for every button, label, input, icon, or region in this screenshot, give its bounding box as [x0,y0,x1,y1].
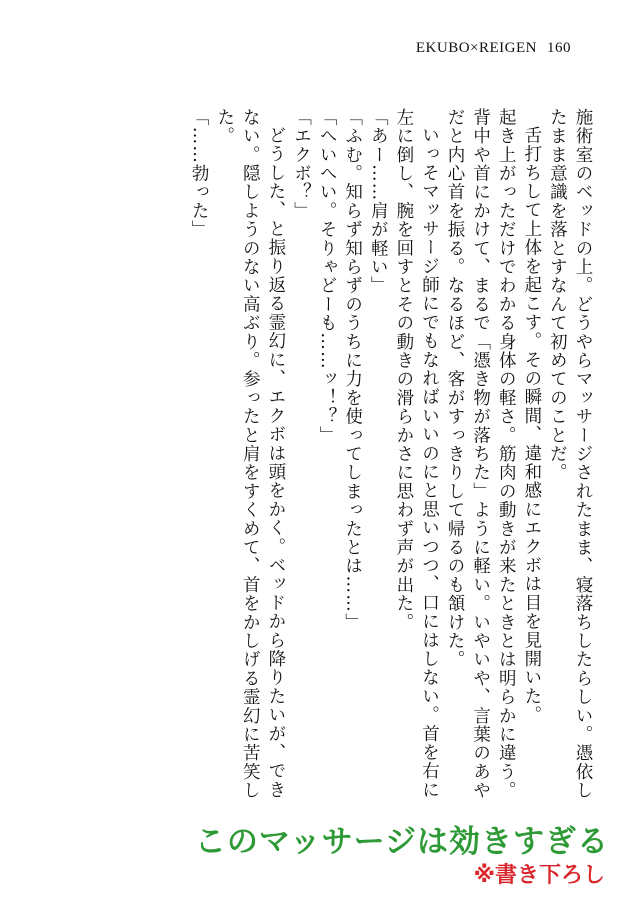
paragraph: どうした、と振り返る霊幻に、エクボは頭をかく。ベッドから降りたいが、できない。隠しようのない高ぶり。参ったと肩をすくめて、首をかしげる霊幻に苦笑した。 [214,108,286,800]
running-header [416,40,571,57]
vertical-body-text [35,108,595,808]
paragraph: 施術室のベッドの上。どうやらマッサージされたまま、寝落ちしたらしい。憑依したまま意識を落とすなんて初めてのことだ。 [547,108,593,800]
paragraph: いっそマッサージ師にでもなればいいのにと思いつつ、口にはしない。首を右に左に倒し、腕を回すとその動きの滑らかさに思わず声が出た。 [393,108,440,799]
dialogue-line: 「へいへい。そりゃどーも……ッ！？」 [317,108,338,445]
dialogue-line: 「ふむ。知らず知らずのうちに力を使ってしまったとは……」 [342,108,363,632]
paragraph: 舌打ちして上体を起こす。その瞬間、違和感にエクボは目を見開いた。 [521,125,542,724]
caption-title: このマッサージは効きすぎる [194,824,609,860]
caption-overlay [150,812,609,892]
page-number: 160 [547,40,571,56]
paragraph: 起き上がっただけでわかる身体の軽さ。筋肉の動きが来たときとは明らかに違う。背中や首にかけて、まるで「憑き物が落ちた」ように軽い。いやいや、言葉のあやだと内心首を振る。なるほど、客がすっきりして帰るのも頷けた。 [445,108,517,800]
caption-note: ※書き下ろし [473,863,605,888]
dialogue-line: 「あー……肩が軽い」 [368,108,389,295]
dialogue-line: 「エクボ？」 [291,108,312,221]
running-title: EKUBO×REIGEN [415,40,537,56]
dialogue-line: 「……勃った」 [189,108,210,239]
